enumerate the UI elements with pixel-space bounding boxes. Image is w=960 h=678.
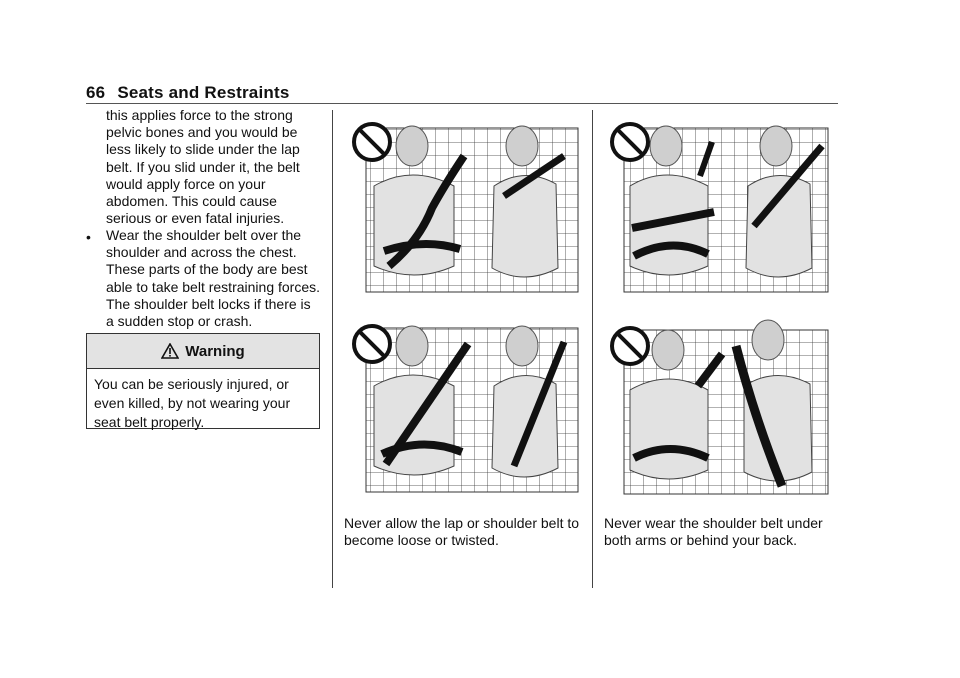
warning-title: Warning xyxy=(185,342,245,360)
page-header xyxy=(86,83,290,103)
page-title: Seats and Restraints xyxy=(117,83,290,102)
bullet-item xyxy=(106,227,321,330)
bullet-marker: • xyxy=(86,229,91,245)
caption-left: Never allow the lap or shoulder belt to become loose or twisted. xyxy=(344,515,580,548)
prohibition-icon xyxy=(354,124,390,160)
warning-box xyxy=(86,333,320,429)
body-paragraph xyxy=(106,107,321,227)
illustration-twisted-belt xyxy=(344,316,584,494)
warning-text: You can be seriously injured, or even killed, by not wearing your seat belt properly. xyxy=(94,376,291,430)
page-number: 66 xyxy=(86,83,106,102)
column-divider xyxy=(332,110,333,588)
illustration-behind-back xyxy=(604,316,834,498)
prohibition-icon xyxy=(612,124,648,160)
prohibition-icon xyxy=(612,328,648,364)
column-divider xyxy=(592,110,593,588)
caption-right: Never wear the shoulder belt under both arms or behind your back. xyxy=(604,515,823,548)
paragraph-text: this applies force to the strong pelvic bones and you would be less likely to slide under the lap belt. If you slid under it, the belt would apply force on your abdomen. This could cause serious or even fatal injuries. xyxy=(106,107,300,227)
illustration-loose-belt xyxy=(344,116,584,294)
prohibition-icon xyxy=(354,326,390,362)
bullet-text: Wear the shoulder belt over the shoulder and across the chest. These parts of the body are best able to take belt restraining forces. The shoulder belt locks if there is a sudden stop or crash. xyxy=(106,227,321,330)
warning-triangle-icon xyxy=(161,343,179,359)
warning-header xyxy=(87,334,319,369)
illustration-under-arms xyxy=(604,116,834,294)
header-rule xyxy=(86,103,838,104)
